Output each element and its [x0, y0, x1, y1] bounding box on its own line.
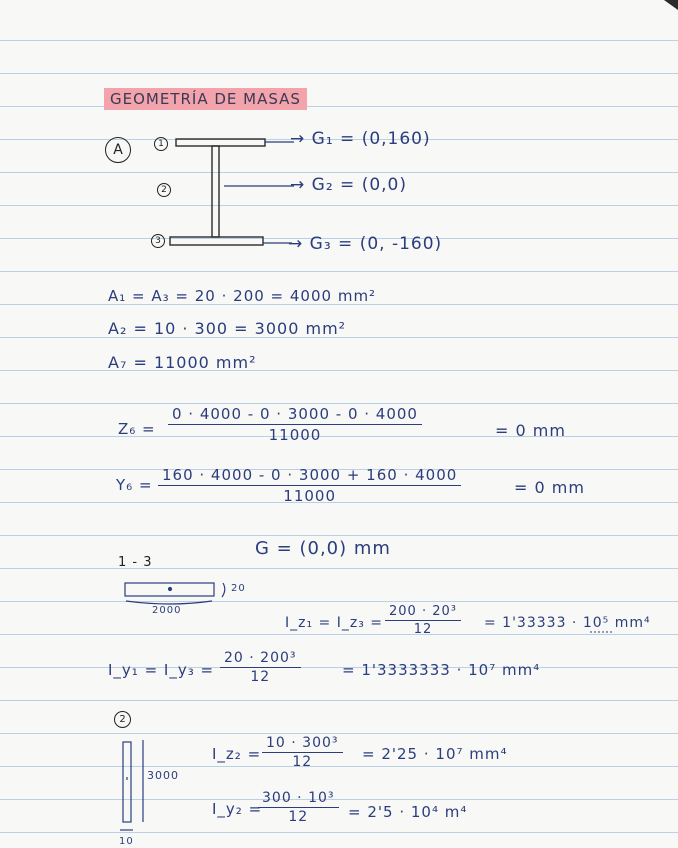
- web-iz-fraction: [262, 735, 343, 770]
- z-numerator: 0 · 4000 - 0 · 3000 - 0 · 4000: [168, 405, 422, 425]
- web-dim-h: 3000: [147, 769, 179, 782]
- flange-sketch: [125, 583, 225, 604]
- web-sketch: [120, 740, 143, 830]
- web-iz-denominator: 12: [292, 754, 313, 770]
- z-denominator: 11000: [268, 426, 322, 444]
- z-fraction: [168, 405, 422, 444]
- flange-iz-denominator: 12: [413, 622, 433, 637]
- flange-iy-numerator: 20 · 200³: [220, 650, 301, 668]
- flange-iz-fraction: [385, 604, 461, 637]
- page-title: GEOMETRÍA DE MASAS: [104, 88, 307, 110]
- flange-iy-lhs: I_y₁ = I_y₃ =: [108, 661, 215, 679]
- area-a1: A₁ = A₃ = 20 · 200 = 4000 mm²: [108, 287, 377, 305]
- centroid-arrows: [224, 142, 294, 243]
- y-numerator: 160 · 4000 - 0 · 3000 + 160 · 4000: [158, 466, 461, 486]
- section-a-label: A: [113, 142, 123, 158]
- flange-iy-denominator: 12: [250, 669, 271, 685]
- web-iy-result: = 2'5 · 10⁴ m⁴: [348, 803, 468, 821]
- z-lhs: Z₆ =: [118, 420, 156, 438]
- z-result: = 0 mm: [495, 421, 566, 440]
- flange-dim-h: 20: [231, 583, 246, 594]
- g2-label: → G₂ = (0,0): [290, 175, 407, 195]
- flange-iz-numerator: 200 · 20³: [385, 604, 461, 621]
- web-iz-numerator: 10 · 300³: [262, 735, 343, 753]
- web-iy-numerator: 300 · 10³: [258, 790, 339, 808]
- y-result: = 0 mm: [514, 478, 585, 497]
- part-3-label: 3: [155, 235, 161, 246]
- area-a2: A₂ = 10 · 300 = 3000 mm²: [108, 319, 347, 338]
- flange-iz-lhs: I_z₁ = I_z₃ =: [285, 615, 383, 631]
- web-iy-fraction: [258, 790, 339, 825]
- centroid-g: G = (0,0) mm: [255, 538, 391, 559]
- web-marker: [114, 711, 131, 728]
- flange-iy-result: = 1'3333333 · 10⁷ mm⁴: [342, 661, 541, 679]
- area-at: A₇ = 11000 mm²: [108, 353, 257, 372]
- web-iz-result: = 2'25 · 10⁷ mm⁴: [362, 745, 508, 763]
- web-iy-denominator: 12: [288, 809, 309, 825]
- flanges-label: 1 - 3: [118, 555, 153, 570]
- flange-iz-result: = 1'33333 · 10⁵ mm⁴: [484, 615, 651, 631]
- g1-label: → G₁ = (0,160): [290, 129, 431, 149]
- y-lhs: Y₆ =: [116, 476, 153, 494]
- part-2-label: 2: [161, 184, 167, 195]
- web-dim-w: 10: [119, 836, 134, 847]
- y-denominator: 11000: [283, 487, 336, 505]
- web-iy-lhs: I_y₂ =: [212, 800, 263, 818]
- part-1-label: 1: [158, 138, 164, 149]
- g3-label: → G₃ = (0, -160): [288, 234, 443, 254]
- web-label: 2: [119, 713, 126, 725]
- flange-dim-w: 2000: [152, 605, 182, 616]
- i-beam-sketch: [170, 139, 265, 245]
- y-fraction: [158, 466, 461, 505]
- flange-iy-fraction: [220, 650, 301, 685]
- web-iz-lhs: I_z₂ =: [212, 745, 262, 763]
